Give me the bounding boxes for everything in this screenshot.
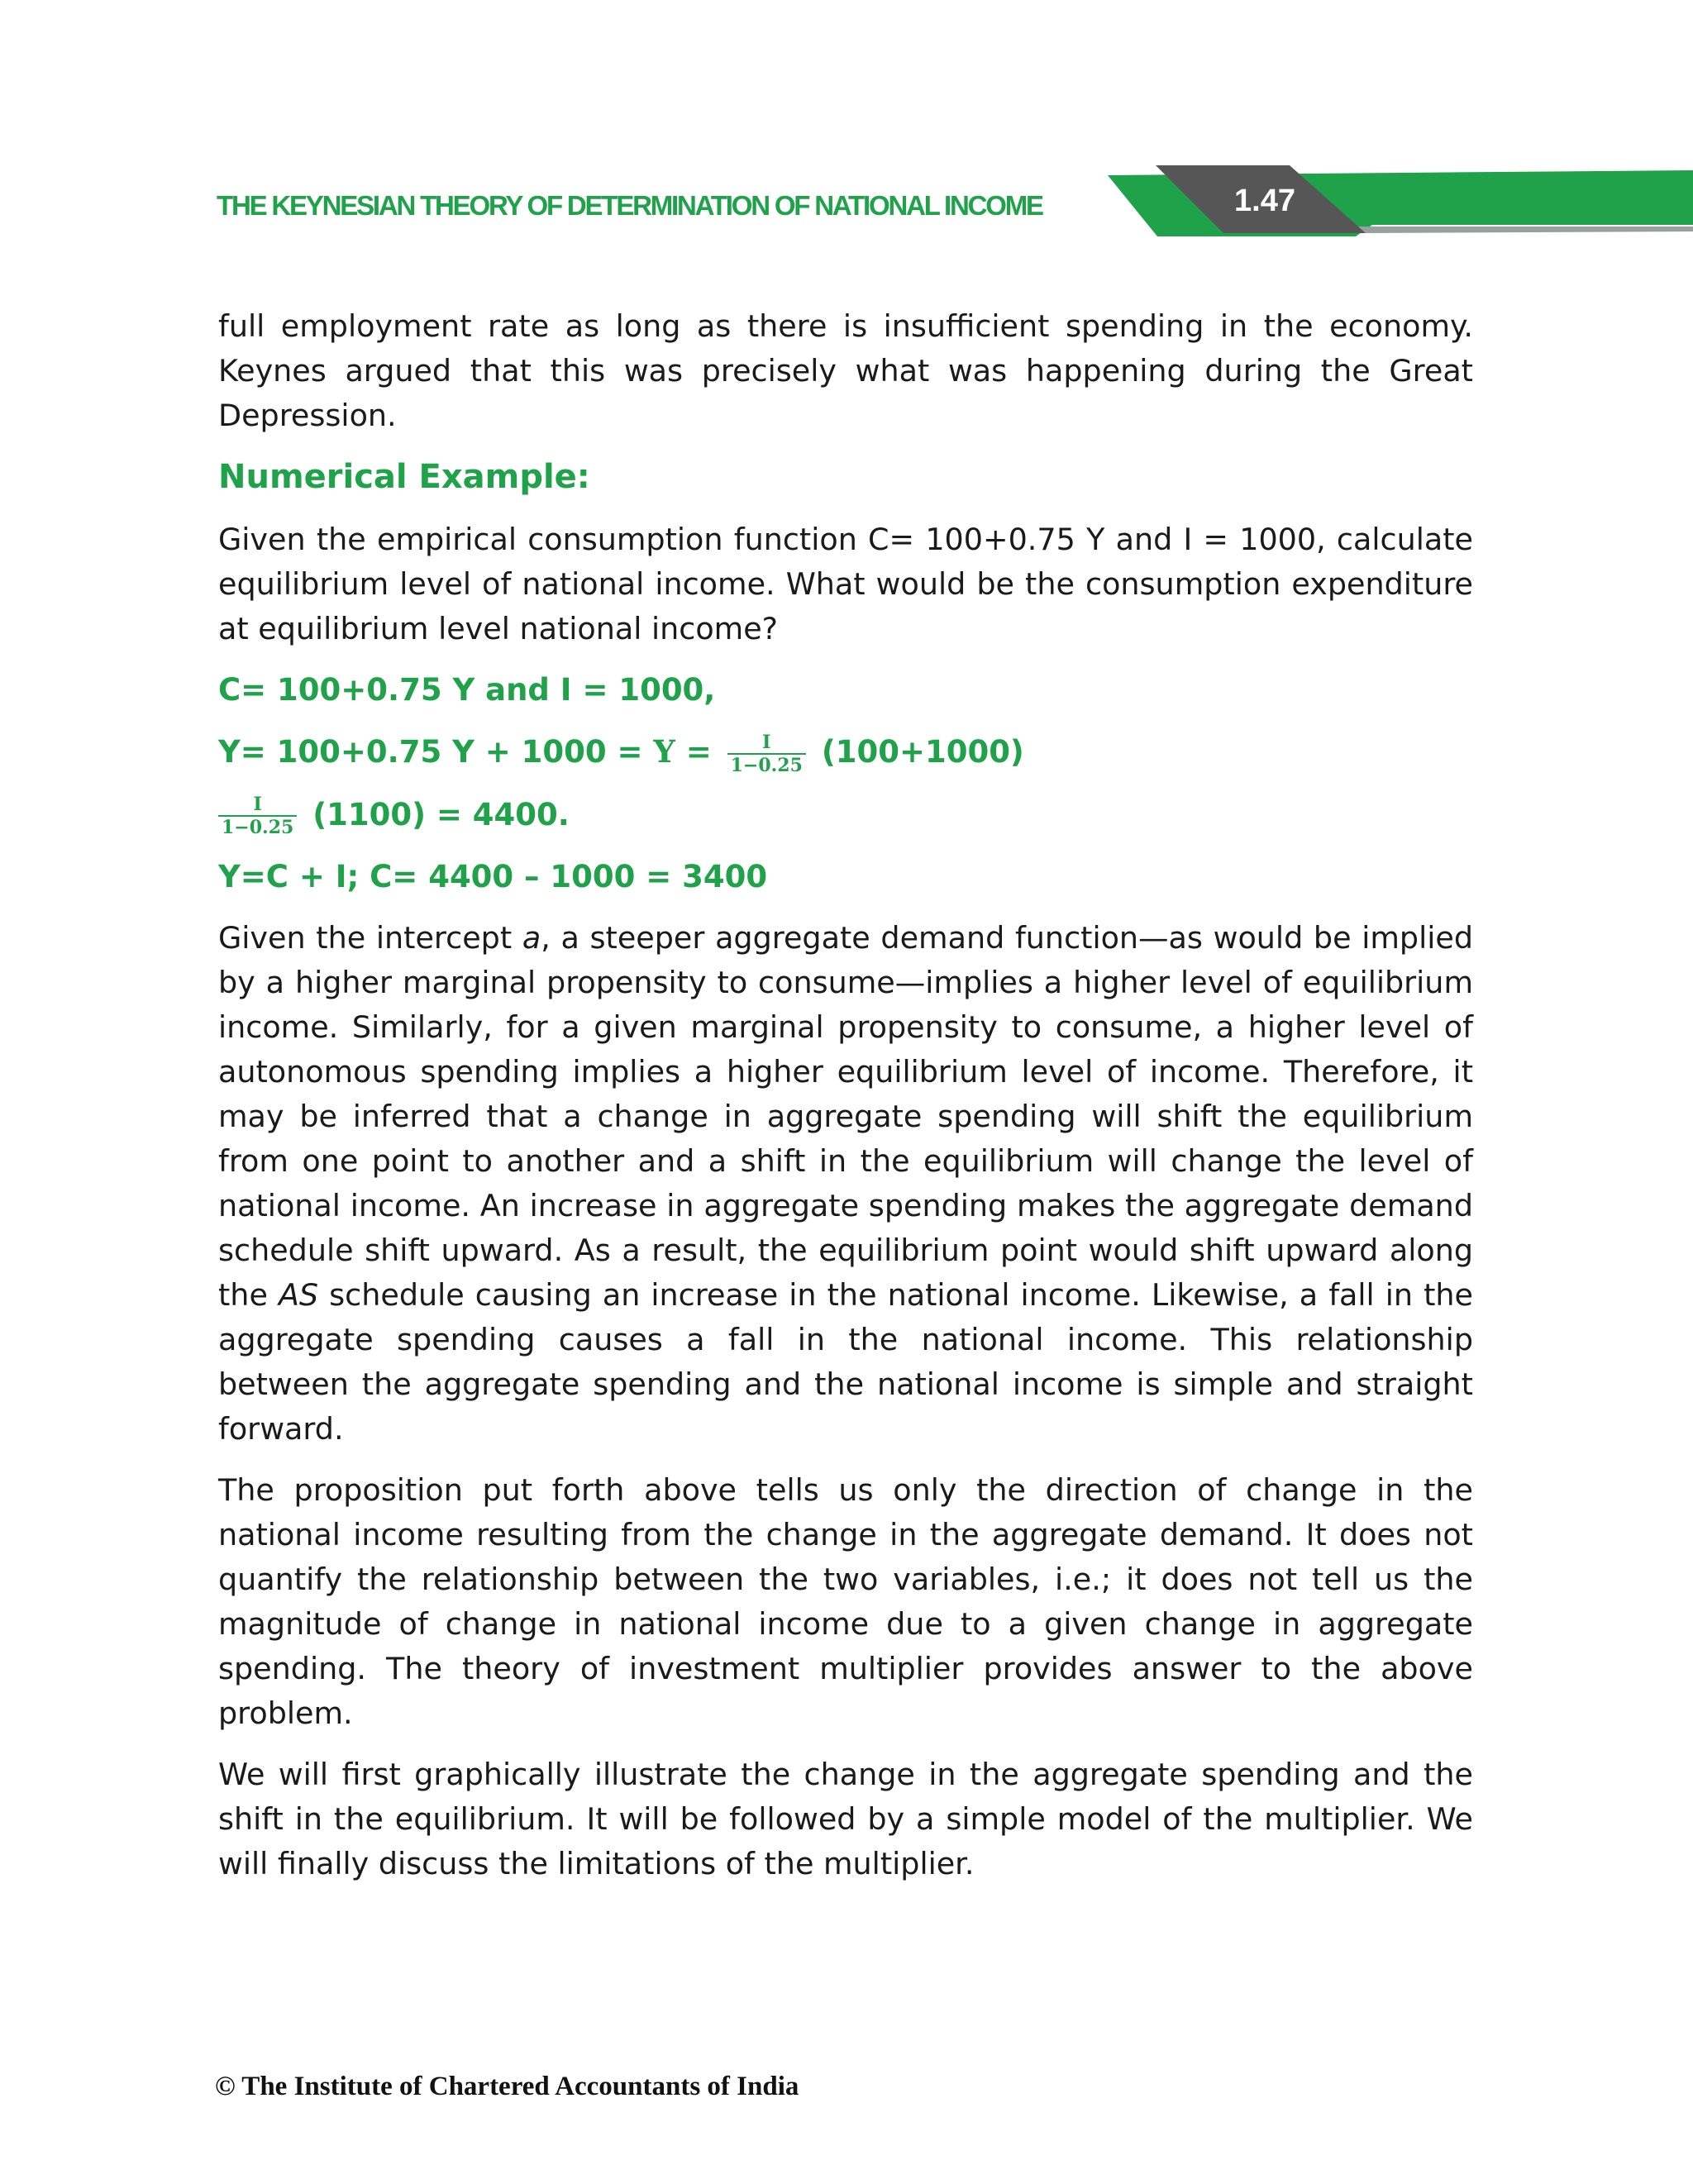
- page-content: [218, 304, 1473, 1903]
- equation-result: [218, 793, 1473, 839]
- body-paragraph-1: [218, 916, 1473, 1452]
- equation-consumption: Y=C + I; C= 4400 – 1000 = 3400: [218, 859, 768, 894]
- body-paragraph-2: The proposition put forth above tells us only the direction of change in the national income resulting from the change in the aggregate demand. It does not quantify the relationship between the two variables, i.e.; it does not tell us the magnitude of change in national income due to a given change in aggregate spending. The theory of investment multiplier provides answer to the above problem.: [218, 1472, 1473, 1731]
- para1-intercept-symbol: a: [522, 920, 541, 956]
- equation-equilibrium: [218, 729, 1473, 776]
- copyright-footer: © The Institute of Chartered Accountants of India: [215, 2072, 799, 2101]
- body-paragraph-3: We will first graphically illustrate the change in the aggregate spending and the shift in the equilibrium. It will be followed by a simple model of the multiplier. We will finally discuss the limitations of the multiplier.: [218, 1757, 1473, 1881]
- equation-result-value: (1100) = 4400.: [312, 796, 570, 832]
- multiplier-fraction-2: [218, 794, 297, 838]
- equation-given: C= 100+0.75 Y and I = 1000,: [218, 672, 716, 708]
- para1-as-symbol: AS: [278, 1277, 319, 1313]
- equation-symbol: Y =: [653, 733, 712, 770]
- fraction-numerator: I: [218, 794, 297, 817]
- equation-left: Y= 100+0.75 Y + 1000 =: [218, 734, 643, 770]
- section-heading: Numerical Example:: [218, 458, 590, 496]
- para1-end: schedule causing an increase in the national income. Likewise, a fall in the aggregate spending causes a fall in the national income. This relationship between the aggregate spending and the national income is simple and straight forward.: [218, 1277, 1473, 1447]
- page-number: 1.47: [1234, 184, 1295, 218]
- equation-right: (100+1000): [821, 734, 1024, 770]
- para1-start: Given the intercept: [218, 920, 522, 956]
- intro-paragraph: full employment rate as long as there is insufficient spending in the economy. Keynes argued that this was precisely what was happening during the Great Depression.: [218, 308, 1473, 433]
- fraction-numerator: I: [727, 732, 806, 755]
- running-header-title: THE KEYNESIAN THEORY OF DETERMINATION OF NATIONAL INCOME: [217, 190, 1042, 221]
- fraction-denominator: 1−0.25: [222, 817, 294, 838]
- header-shadow: [1331, 227, 1693, 233]
- fraction-denominator: 1−0.25: [730, 754, 803, 776]
- multiplier-fraction: [727, 732, 806, 776]
- para1-middle: , a steeper aggregate demand function—as would be implied by a higher marginal propensity to consume—implies a higher level of equilibrium income. Similarly, for a given marginal propensity to consume, a higher level of autonomous spending implies a higher equilibrium level of income. Therefore, it may be inferred that a change in aggregate spending will shift the equilibrium from one point to another and a shift in the equilibrium will change the level of national income. An increase in aggregate spending makes the aggregate demand schedule shift upward. As a result, the equilibrium point would shift upward along the: [218, 920, 1473, 1313]
- question-paragraph: Given the empirical consumption function C= 100+0.75 Y and I = 1000, calculate equilibrium level of national income. What would be the consumption expenditure at equilibrium level national income?: [218, 522, 1473, 646]
